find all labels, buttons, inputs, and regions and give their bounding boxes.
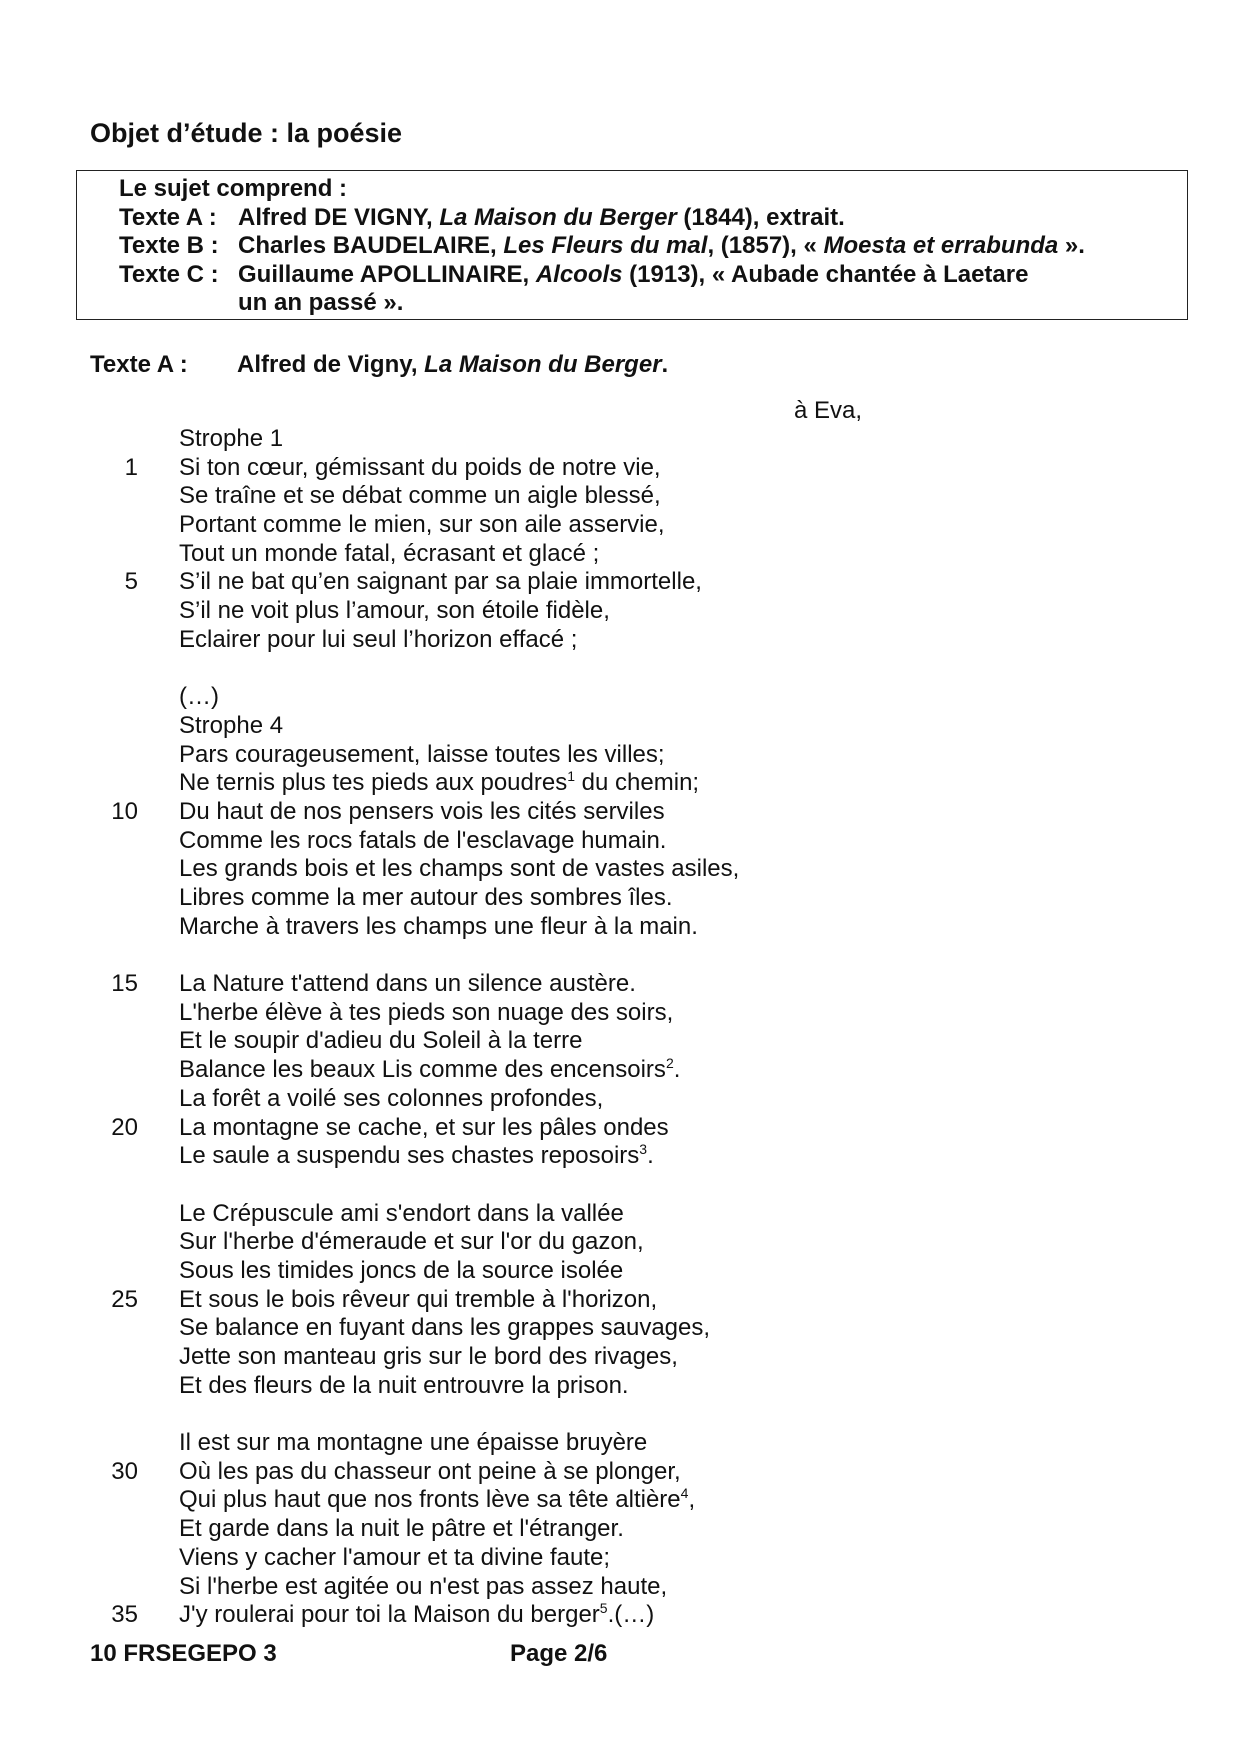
line-text: Viens y cacher l'amour et ta divine faute; xyxy=(179,1543,611,1571)
line-number: 15 xyxy=(111,970,138,998)
poem-line xyxy=(90,454,1090,483)
line-text: Il est sur ma montagne une épaisse bruyère xyxy=(179,1429,648,1457)
line-text: Se balance en fuyant dans les grappes sauvages, xyxy=(179,1314,711,1342)
poem-line xyxy=(90,1314,1090,1343)
poem xyxy=(90,425,1090,1630)
line-text: Marche à travers les champs une fleur à la main. xyxy=(179,912,698,940)
footnote-marker: 2 xyxy=(665,1055,674,1072)
line-text: Les grands bois et les champs sont de vastes asiles, xyxy=(179,855,740,883)
poem-line xyxy=(90,1372,1090,1401)
page-heading: Objet d’étude : la poésie xyxy=(90,118,403,148)
line-text: La forêt a voilé ses colonnes profondes, xyxy=(179,1084,604,1112)
subject-description: Alfred DE VIGNY, La Maison du Berger (1844), extrait. xyxy=(238,203,845,231)
poem-line xyxy=(90,798,1090,827)
footer-code: 10 FRSEGEPO 3 xyxy=(90,1640,277,1667)
poem-line xyxy=(90,597,1090,626)
line-text: Strophe 4 xyxy=(179,711,284,739)
line-text: Portant comme le mien, sur son aile asservie, xyxy=(179,511,665,539)
poem-line xyxy=(90,1429,1090,1458)
poem-line xyxy=(90,1286,1090,1315)
subject-box xyxy=(76,170,1188,320)
dedication: à Eva, xyxy=(794,397,863,424)
footnote-marker: 4 xyxy=(680,1485,689,1502)
footnote-marker: 5 xyxy=(599,1600,608,1617)
poem-line xyxy=(90,827,1090,856)
footnote-marker: 1 xyxy=(567,768,576,785)
line-text: Ne ternis plus tes pieds aux poudres$^1$ du chemin; xyxy=(179,768,700,797)
poem-line xyxy=(90,626,1090,655)
poem-line xyxy=(90,540,1090,569)
poem-line xyxy=(90,1200,1090,1229)
line-text: S’il ne voit plus l’amour, son étoile fidèle, xyxy=(179,597,610,625)
poem-line xyxy=(90,1515,1090,1544)
line-text: La montagne se cache, et sur les pâles ondes xyxy=(179,1113,669,1141)
line-text: Si l'herbe est agitée ou n'est pas assez haute, xyxy=(179,1572,668,1600)
subject-text-b xyxy=(119,232,1187,261)
line-text: Qui plus haut que nos fronts lève sa tête altière$^4$, xyxy=(179,1485,696,1514)
line-text: Le saule a suspendu ses chastes reposoirs$^3$. xyxy=(179,1141,654,1170)
poem-line xyxy=(90,1257,1090,1286)
line-text: Eclairer pour lui seul l’horizon effacé ; xyxy=(179,625,578,653)
poem-line xyxy=(90,1027,1090,1056)
line-text: Le Crépuscule ami s'endort dans la vallée xyxy=(179,1199,624,1227)
line-text: Pars courageusement, laisse toutes les villes; xyxy=(179,740,665,768)
poem-line xyxy=(90,1228,1090,1257)
footnote-marker: 3 xyxy=(639,1141,648,1158)
subject-intro: Le sujet comprend : xyxy=(119,175,348,202)
line-text: L'herbe élève à tes pieds son nuage des soirs, xyxy=(179,998,674,1026)
text-a-title xyxy=(90,351,668,379)
subject-label: Texte A : xyxy=(119,203,217,231)
line-text: (…) xyxy=(179,683,219,711)
line-number: 20 xyxy=(111,1113,138,1141)
line-text: Balance les beaux Lis comme des encensoirs$^2$. xyxy=(179,1055,681,1084)
line-text: Sur l'herbe d'émeraude et sur l'or du gazon, xyxy=(179,1228,644,1256)
poem-line xyxy=(90,1486,1090,1515)
subject-description: Guillaume APOLLINAIRE, Alcools (1913), « Aubade chantée à Laetare xyxy=(238,260,1029,288)
poem-line xyxy=(90,1544,1090,1573)
poem-line xyxy=(90,1142,1090,1171)
line-text: Où les pas du chasseur ont peine à se plonger, xyxy=(179,1457,681,1485)
line-text: Comme les rocs fatals de l'esclavage humain. xyxy=(179,826,667,854)
poem-line xyxy=(90,482,1090,511)
line-text: S’il ne bat qu’en saignant par sa plaie immortelle, xyxy=(179,568,702,596)
line-number: 35 xyxy=(111,1601,138,1629)
line-text: Et le soupir d'adieu du Soleil à la terre xyxy=(179,1027,583,1055)
poem-line xyxy=(90,1085,1090,1114)
poem-line xyxy=(90,712,1090,741)
poem-line xyxy=(90,913,1090,942)
line-text: Jette son manteau gris sur le bord des rivages, xyxy=(179,1343,678,1370)
line-number: 25 xyxy=(111,1285,138,1313)
line-text: La Nature t'attend dans un silence austère. xyxy=(179,970,636,998)
subject-text-c xyxy=(119,261,1187,290)
poem-line xyxy=(90,511,1090,540)
poem-line xyxy=(90,999,1090,1028)
line-number: 1 xyxy=(124,453,138,481)
poem-line xyxy=(90,1343,1090,1372)
subject-text-a xyxy=(119,204,1187,233)
poem-line xyxy=(90,855,1090,884)
footer-page-number: Page 2/6 xyxy=(510,1640,608,1667)
line-text: Et sous le bois rêveur qui tremble à l'horizon, xyxy=(179,1285,658,1313)
poem-line xyxy=(90,425,1090,454)
poem-line xyxy=(90,568,1090,597)
poem-line xyxy=(90,1601,1090,1630)
subject-continuation: un an passé ». xyxy=(238,289,404,316)
line-number: 30 xyxy=(111,1457,138,1485)
poem-line xyxy=(90,1056,1090,1085)
poem-line xyxy=(90,769,1090,798)
poem-line xyxy=(90,884,1090,913)
poem-line xyxy=(90,1573,1090,1602)
poem-line xyxy=(90,655,1090,684)
text-a-label: Texte A : xyxy=(90,351,188,378)
line-text: Et des fleurs de la nuit entrouvre la prison. xyxy=(179,1371,629,1399)
line-number: 5 xyxy=(124,568,138,596)
line-text: Et garde dans la nuit le pâtre et l'étranger. xyxy=(179,1515,624,1543)
poem-line xyxy=(90,1171,1090,1200)
poem-line xyxy=(90,1114,1090,1143)
subject-label: Texte B : xyxy=(119,232,219,259)
poem-line xyxy=(90,741,1090,770)
line-text: Sous les timides joncs de la source isolée xyxy=(179,1256,624,1284)
line-text: Si ton cœur, gémissant du poids de notre vie, xyxy=(179,453,661,481)
poem-line xyxy=(90,970,1090,999)
line-text: Strophe 1 xyxy=(179,425,284,452)
poem-line xyxy=(90,1458,1090,1487)
line-text: Tout un monde fatal, écrasant et glacé ; xyxy=(179,539,600,567)
line-text: Du haut de nos pensers vois les cités serviles xyxy=(179,797,665,825)
line-text: J'y roulerai pour toi la Maison du berger$^5$.(…) xyxy=(179,1600,655,1629)
subject-label: Texte C : xyxy=(119,260,219,288)
poem-line xyxy=(90,1400,1090,1429)
poem-line xyxy=(90,683,1090,712)
poem-line xyxy=(90,941,1090,970)
line-text: Libres comme la mer autour des sombres îles. xyxy=(179,884,673,911)
text-a-source: Alfred de Vigny, La Maison du Berger. xyxy=(237,351,669,378)
line-number: 10 xyxy=(111,797,138,825)
line-text: Se traîne et se débat comme un aigle blessé, xyxy=(179,482,661,510)
subject-description: Charles BAUDELAIRE, Les Fleurs du mal, (1857), « Moesta et errabunda ». xyxy=(238,232,1085,259)
